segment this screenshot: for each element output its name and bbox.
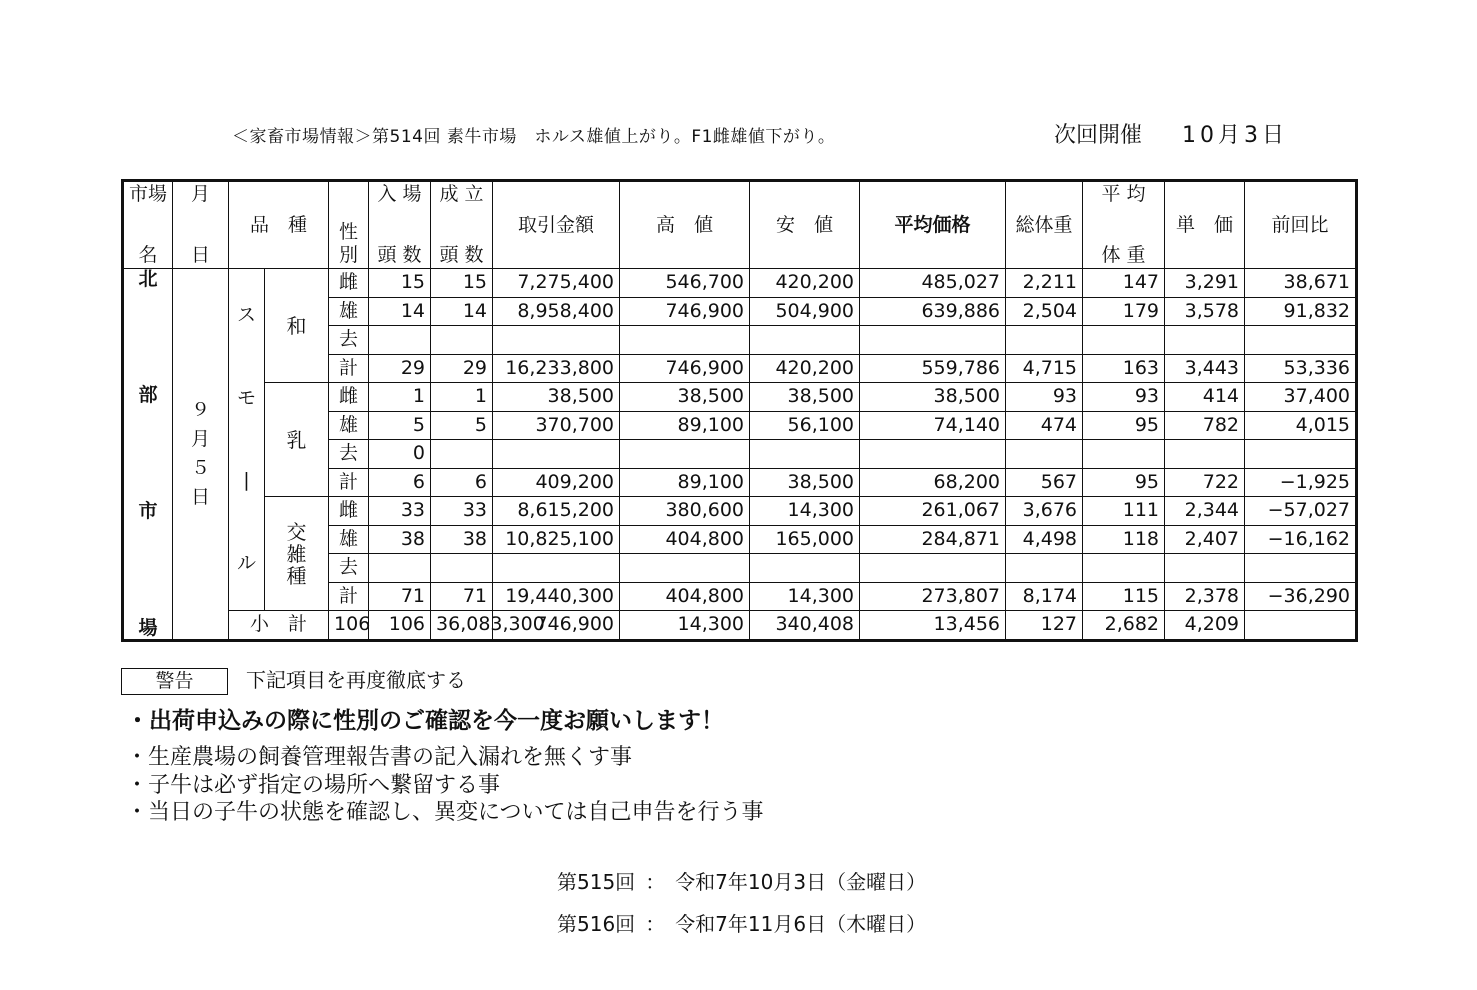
entered-cell [369, 554, 431, 583]
total-weight-cell: 2,504 [1006, 297, 1083, 326]
notice-item: ・出荷申込みの際に性別のご確認を今一度お願いします！ [126, 708, 724, 734]
prev-diff-cell: 91,832 [1245, 297, 1357, 326]
total-weight-cell: 567 [1006, 468, 1083, 497]
avg-weight-cell [1083, 440, 1165, 469]
entered-cell: 38 [369, 525, 431, 554]
unit-price-cell [1165, 554, 1245, 583]
low-cell: 14,300 [620, 611, 750, 641]
market-name-char: 市 [138, 500, 158, 523]
low-cell: 56,100 [750, 411, 860, 440]
avg-price-cell: 559,786 [860, 354, 1006, 383]
sold-cell: 1 [431, 383, 493, 412]
high-cell: 404,800 [620, 582, 750, 611]
entered-cell: 5 [369, 411, 431, 440]
high-cell [620, 326, 750, 355]
unit-price-cell: 782 [1165, 411, 1245, 440]
avg-weight-cell: 118 [1083, 525, 1165, 554]
next-session-label: 次回開催 [1054, 123, 1143, 148]
prev-diff-cell: 38,671 [1245, 269, 1357, 298]
prev-diff-cell: −57,027 [1245, 497, 1357, 526]
avg-weight-cell: 111 [1083, 497, 1165, 526]
total-weight-cell [1006, 326, 1083, 355]
entered-cell: 71 [369, 582, 431, 611]
sex-cell: 計 [329, 354, 369, 383]
prev-diff-cell: −1,925 [1245, 468, 1357, 497]
sold-cell [431, 440, 493, 469]
avg-weight-cell: 127 [1006, 611, 1083, 641]
total-weight-cell: 8,174 [1006, 582, 1083, 611]
amount-cell: 409,200 [493, 468, 620, 497]
market-results-table [121, 179, 1358, 642]
warning-label: 警告 [121, 668, 228, 695]
entered-cell: 29 [369, 354, 431, 383]
prev-diff-cell [1245, 440, 1357, 469]
market-name-char: 北 [138, 267, 158, 290]
sex-cell: 雄 [329, 411, 369, 440]
prev-diff-cell: 4,015 [1245, 411, 1357, 440]
high-cell: 746,900 [493, 611, 620, 641]
market-name-char: 部 [138, 384, 158, 407]
market-date-char: ５ [190, 456, 210, 479]
prev-diff-cell: 4,209 [1165, 611, 1245, 641]
entered-cell: 6 [369, 468, 431, 497]
amount-cell: 19,440,300 [493, 582, 620, 611]
header-sex: 性 別 [329, 181, 369, 269]
unit-price-cell [1165, 440, 1245, 469]
unit-price-cell: 3,291 [1165, 269, 1245, 298]
total-weight-cell: 4,715 [1006, 354, 1083, 383]
total-weight-cell [1006, 554, 1083, 583]
market-date [173, 269, 229, 641]
market-name [123, 269, 173, 641]
low-cell [750, 554, 860, 583]
header-prev: 前回比 [1245, 181, 1357, 269]
sold-cell: 29 [431, 354, 493, 383]
header-avg: 平均価格 [860, 181, 1006, 269]
header-total-weight: 総体重 [1006, 181, 1083, 269]
low-cell: 38,500 [750, 468, 860, 497]
next-session-date: 10月3日 [1182, 123, 1289, 148]
entered-cell: 15 [369, 269, 431, 298]
low-cell: 38,500 [750, 383, 860, 412]
sex-cell: 雌 [329, 269, 369, 298]
amount-cell: 16,233,800 [493, 354, 620, 383]
header-avg-weight: 平 均 体 重 [1083, 181, 1165, 269]
sex-cell: 計 [329, 468, 369, 497]
low-cell [750, 326, 860, 355]
avg-weight-cell: 115 [1083, 582, 1165, 611]
unit-price-cell: 2,682 [1083, 611, 1165, 641]
prev-diff-cell [1245, 326, 1357, 355]
avg-price-cell: 38,500 [860, 383, 1006, 412]
header-breed: 品 種 [229, 181, 329, 269]
avg-price-cell: 485,027 [860, 269, 1006, 298]
amount-cell: 10,825,100 [493, 525, 620, 554]
sold-cell: 33 [431, 497, 493, 526]
header-sold: 成 立 頭 数 [431, 181, 493, 269]
avg-price-cell: 273,807 [860, 582, 1006, 611]
unit-price-cell: 3,578 [1165, 297, 1245, 326]
low-cell: 504,900 [750, 297, 860, 326]
low-cell: 420,200 [750, 269, 860, 298]
high-cell: 546,700 [620, 269, 750, 298]
header-market: 市場 名 [123, 181, 173, 269]
avg-weight-cell: 95 [1083, 411, 1165, 440]
sex-cell: 去 [329, 554, 369, 583]
sold-cell: 15 [431, 269, 493, 298]
low-cell: 420,200 [750, 354, 860, 383]
total-weight-cell: 13,456 [860, 611, 1006, 641]
schedule-item: 第515回 ： 令和7年10月3日（金曜日） [557, 870, 927, 894]
high-cell: 380,600 [620, 497, 750, 526]
avg-weight-cell: 95 [1083, 468, 1165, 497]
sold-cell: 6 [431, 468, 493, 497]
avg-price-cell: 340,408 [750, 611, 860, 641]
page-title: ＜家畜市場情報＞第514回 素牛市場 ホルス雄値上がり。F1雌雄値下がり。 [232, 127, 836, 147]
total-weight-cell: 474 [1006, 411, 1083, 440]
high-cell [620, 440, 750, 469]
total-weight-cell: 2,211 [1006, 269, 1083, 298]
notice-item: ・子牛は必ず指定の場所へ繋留する事 [126, 773, 501, 798]
high-cell: 404,800 [620, 525, 750, 554]
notice-item: ・生産農場の飼養管理報告書の記入漏れを無くす事 [126, 745, 633, 770]
low-cell: 165,000 [750, 525, 860, 554]
avg-price-cell: 639,886 [860, 297, 1006, 326]
unit-price-cell: 2,344 [1165, 497, 1245, 526]
avg-price-cell [860, 554, 1006, 583]
unit-price-cell [1165, 326, 1245, 355]
amount-cell: 8,615,200 [493, 497, 620, 526]
avg-price-cell [860, 440, 1006, 469]
sex-cell: 去 [329, 326, 369, 355]
avg-price-cell: 74,140 [860, 411, 1006, 440]
avg-weight-cell: 163 [1083, 354, 1165, 383]
unit-price-cell: 414 [1165, 383, 1245, 412]
amount-cell: 8,958,400 [493, 297, 620, 326]
sex-cell: 計 [329, 582, 369, 611]
market-date-char: 月 [190, 427, 210, 450]
avg-weight-cell [1083, 554, 1165, 583]
header-entered: 入 場 頭 数 [369, 181, 431, 269]
breed-type-char: ス [236, 304, 256, 327]
table-row [123, 383, 1357, 412]
unit-price-cell: 2,407 [1165, 525, 1245, 554]
low-cell [750, 440, 860, 469]
sold-cell [431, 554, 493, 583]
total-weight-cell: 4,498 [1006, 525, 1083, 554]
market-date-char: 日 [190, 485, 210, 508]
prev-diff-cell: −16,162 [1245, 525, 1357, 554]
sold-cell [431, 326, 493, 355]
total-weight-cell [1006, 440, 1083, 469]
low-cell: 14,300 [750, 582, 860, 611]
high-cell: 89,100 [620, 468, 750, 497]
avg-price-cell: 261,067 [860, 497, 1006, 526]
low-cell: 14,300 [750, 497, 860, 526]
amount-cell [493, 326, 620, 355]
entered-cell: 106 [329, 611, 369, 641]
market-name-char: 場 [138, 616, 158, 639]
entered-cell: 14 [369, 297, 431, 326]
high-cell: 38,500 [620, 383, 750, 412]
notice-item: ・当日の子牛の状態を確認し、異変については自己申告を行う事 [126, 800, 764, 825]
sold-cell: 106 [369, 611, 431, 641]
entered-cell: 1 [369, 383, 431, 412]
avg-price-cell: 68,200 [860, 468, 1006, 497]
schedule-item: 第516回 ： 令和7年11月6日（木曜日） [557, 912, 927, 936]
header-row [123, 181, 1357, 269]
prev-diff-cell: 37,400 [1245, 383, 1357, 412]
breed-type-char: | [243, 469, 250, 492]
avg-weight-cell: 179 [1083, 297, 1165, 326]
amount-cell: 38,500 [493, 383, 620, 412]
sold-cell: 38 [431, 525, 493, 554]
avg-weight-cell: 93 [1083, 383, 1165, 412]
breed-group: 交 雑 種 [265, 497, 329, 611]
avg-weight-cell [1083, 326, 1165, 355]
sex-cell: 去 [329, 440, 369, 469]
sold-cell: 5 [431, 411, 493, 440]
market-date-char: ９ [190, 398, 210, 421]
amount-cell [493, 440, 620, 469]
high-cell: 89,100 [620, 411, 750, 440]
prev-diff-cell [1245, 554, 1357, 583]
sold-cell: 14 [431, 297, 493, 326]
sex-cell: 雌 [329, 497, 369, 526]
entered-cell [369, 326, 431, 355]
unit-price-cell: 3,443 [1165, 354, 1245, 383]
breed-type-char: ル [236, 551, 256, 574]
breed-type-char: モ [236, 386, 256, 409]
avg-price-cell [860, 326, 1006, 355]
entered-cell: 33 [369, 497, 431, 526]
high-cell [620, 554, 750, 583]
total-weight-cell: 3,676 [1006, 497, 1083, 526]
header-amount: 取引金額 [493, 181, 620, 269]
amount-cell [493, 554, 620, 583]
avg-price-cell: 284,871 [860, 525, 1006, 554]
breed-type [229, 269, 265, 611]
high-cell: 746,900 [620, 297, 750, 326]
sex-cell: 雌 [329, 383, 369, 412]
entered-cell: 0 [369, 440, 431, 469]
prev-diff-cell: −36,290 [1245, 582, 1357, 611]
breed-group: 乳 [265, 383, 329, 497]
header-low: 安 値 [750, 181, 860, 269]
next-session [1054, 118, 1288, 149]
prev-diff-cell: 53,336 [1245, 354, 1357, 383]
amount-cell: 7,275,400 [493, 269, 620, 298]
amount-cell: 370,700 [493, 411, 620, 440]
sold-cell: 71 [431, 582, 493, 611]
sex-cell: 雄 [329, 297, 369, 326]
amount-cell: 36,083,300 [431, 611, 493, 641]
sex-cell: 雄 [329, 525, 369, 554]
header-high: 高 値 [620, 181, 750, 269]
table-row [123, 269, 1357, 298]
unit-price-cell: 2,378 [1165, 582, 1245, 611]
total-weight-cell: 93 [1006, 383, 1083, 412]
subtotal-label: 小 計 [229, 611, 329, 641]
header-date: 月 日 [173, 181, 229, 269]
warning-text: 下記項目を再度徹底する [246, 668, 466, 692]
avg-weight-cell: 147 [1083, 269, 1165, 298]
subtotal-row [123, 611, 1357, 641]
header-unit: 単 価 [1165, 181, 1245, 269]
table-row [123, 497, 1357, 526]
high-cell: 746,900 [620, 354, 750, 383]
unit-price-cell: 722 [1165, 468, 1245, 497]
breed-group: 和 [265, 269, 329, 383]
